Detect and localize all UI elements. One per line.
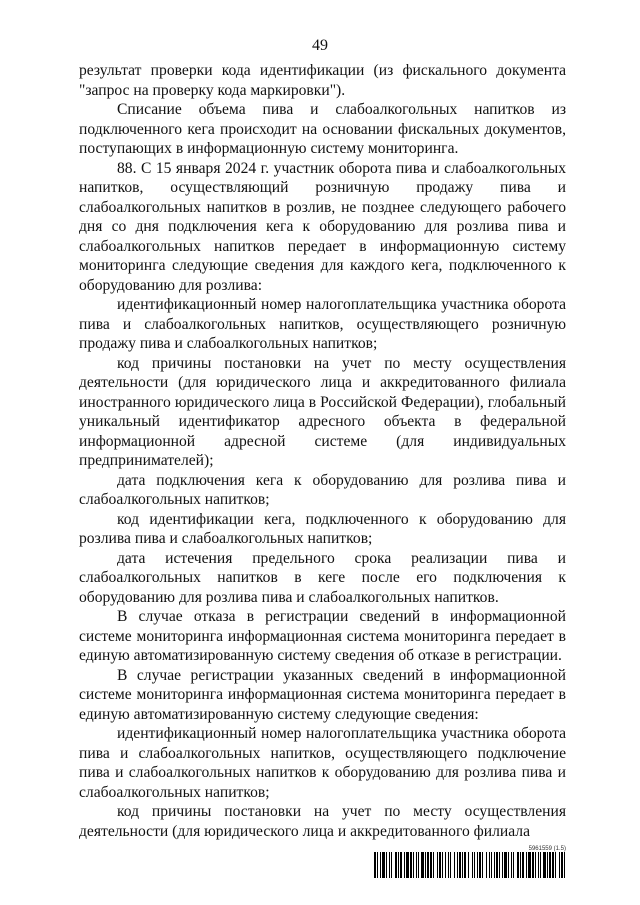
paragraph-success-taxpayer-id: идентификационный номер налогоплательщика участника оборота пива и слабоалкогольных напитков, осуществляющего подключение пива и слабоалкогольных напитков к оборудованию для розлива пива и слабоалкогольных напитков; <box>79 725 566 801</box>
paragraph-clause-88: 88. С 15 января 2024 г. участник оборота пива и слабоалкогольных напитков, осуществляющий розничную продажу пива и слабоалкогольных напитков в розлив, не позднее следующего рабочего дня со дня подключения кега к оборудованию для розлива пива и слабоалкогольных напитков передает в информационную систему мониторинга следующие сведения для каждого кега, подключенного к оборудованию для розлива: <box>79 159 566 294</box>
paragraph-volume-writeoff: Списание объема пива и слабоалкогольных напитков из подключенного кега происходит на основании фискальных документов, поступающих в информационную систему мониторинга. <box>79 101 566 157</box>
paragraph-success-reason-code: код причины постановки на учет по месту осуществления деятельности (для юридического лица и аккредитованного филиала <box>79 803 566 840</box>
document-body <box>79 61 566 841</box>
page-number: 49 <box>312 37 328 54</box>
paragraph-keg-verification-result: результат проверки кода идентификации (из фискального документа "запрос на проверку кода маркировки"). <box>79 62 566 99</box>
paragraph-registration-reason-code: код причины постановки на учет по месту осуществления деятельности (для юридического лица и аккредитованного филиала иностранного юридического лица в Российской Федерации), глобальный уникальный идентификатор адресного объекта в федеральной информационной адресной системе (для индивидуальных предпринимателей); <box>79 354 566 469</box>
paragraph-connection-date: дата подключения кега к оборудованию для розлива пива и слабоалкогольных напитков; <box>79 471 566 508</box>
paragraph-taxpayer-id: идентификационный номер налогоплательщика участника оборота пива и слабоалкогольных напитков, осуществляющего розничную продажу пива и слабоалкогольных напитков; <box>79 296 566 352</box>
paragraph-registration-success: В случае регистрации указанных сведений в информационной системе мониторинга информационная система мониторинга передает в единую автоматизированную систему следующие сведения: <box>79 666 566 723</box>
barcode-icon <box>374 852 567 878</box>
paragraph-expiry-date: дата истечения предельного срока реализации пива и слабоалкогольных напитков в кеге после его подключения к оборудованию для розлива пива и слабоалкогольных напитков. <box>79 549 566 606</box>
document-code: 5961559 (1.5) <box>528 846 566 852</box>
paragraph-registration-refusal: В случае отказа в регистрации сведений в информационной системе мониторинга информационная система мониторинга передает в единую автоматизированную систему сведения об отказе в регистрации. <box>79 608 566 664</box>
paragraph-keg-id-code: код идентификации кега, подключенного к оборудованию для розлива пива и слабоалкогольных напитков; <box>79 510 566 547</box>
